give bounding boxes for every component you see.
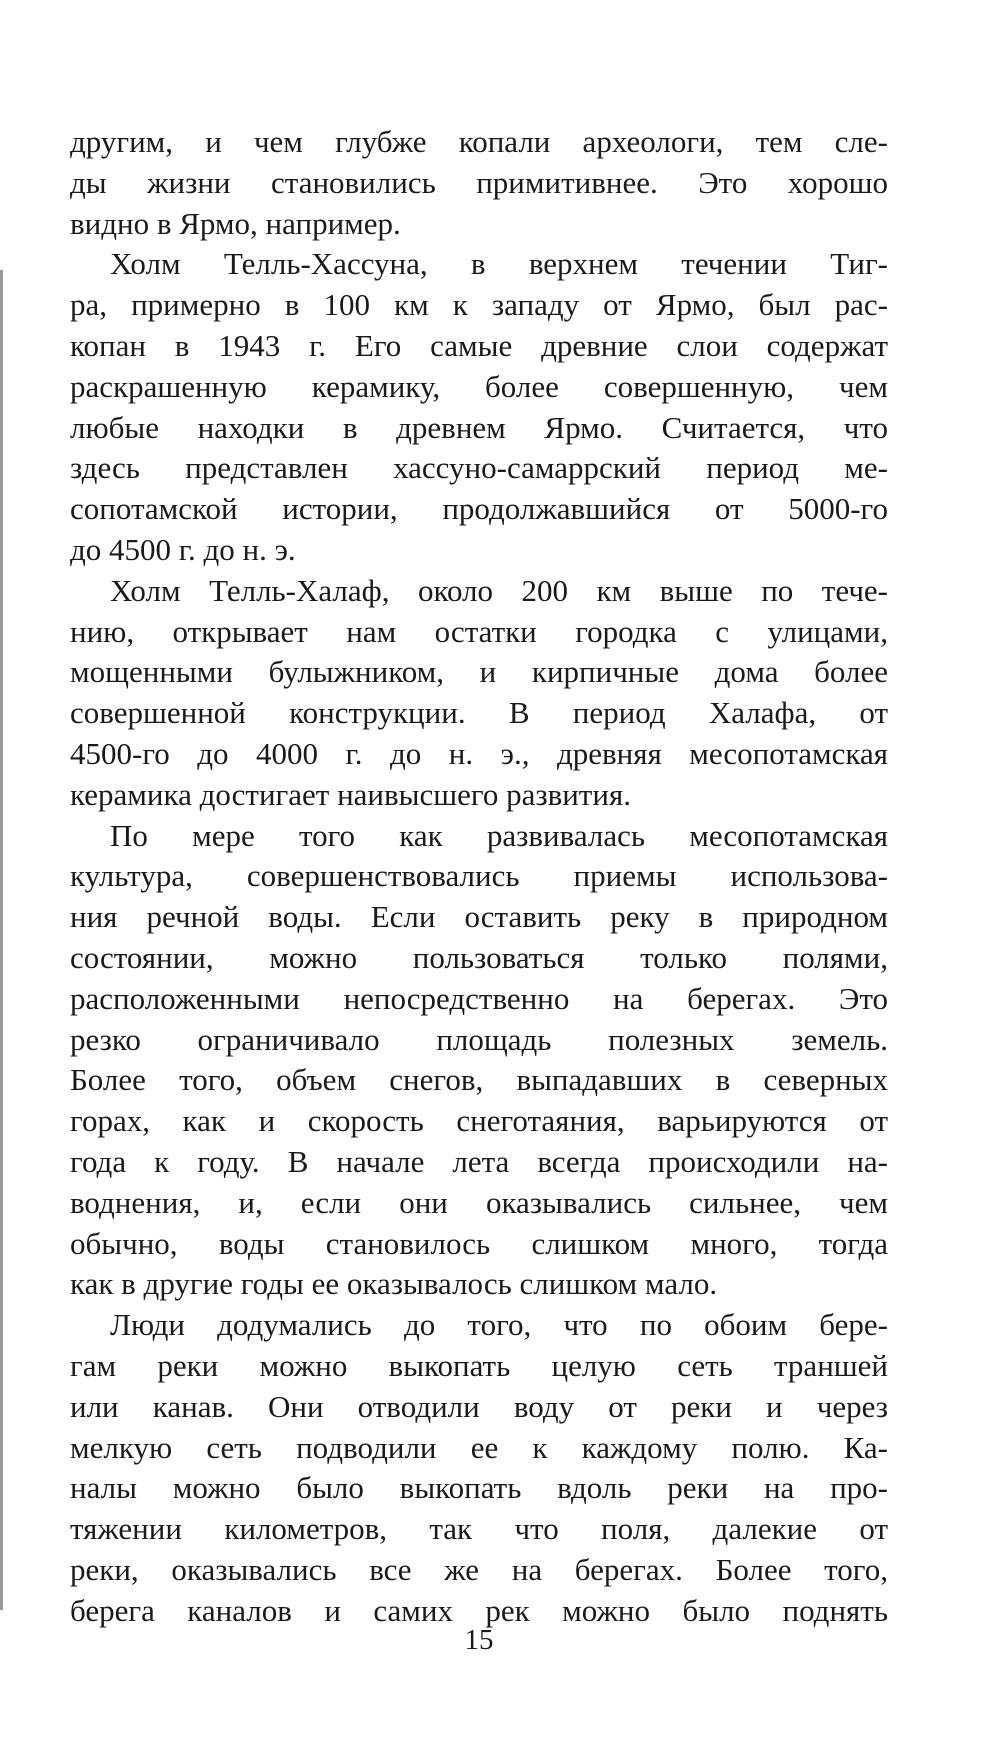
paragraph-2 <box>70 244 888 570</box>
text-line: сопотамской истории, продолжавшийся от 5000-го <box>70 491 888 527</box>
text-line: обычно, воды становилось слишком много, тогда <box>70 1225 888 1261</box>
text-line: резко ограничивало площадь полезных земель. <box>70 1021 888 1057</box>
text-line: реки, оказывались все же на берегах. Более того, <box>70 1551 888 1587</box>
text-line: берега каналов и самих рек можно было поднять <box>70 1592 888 1628</box>
text-line: гам реки можно выкопать целую сеть траншей <box>70 1347 888 1383</box>
text-line: тяжении километров, так что поля, далекие от <box>70 1511 888 1547</box>
text-line: 4500-го до 4000 г. до н. э., древняя месопотамская <box>70 735 888 771</box>
text-line: нию, открывает нам остатки городка с улицами, <box>70 613 888 649</box>
text-line: ния речной воды. Если оставить реку в природном <box>70 899 888 935</box>
page-body-text <box>70 122 888 1631</box>
text-line: расположенными непосредственно на берегах. Это <box>70 980 888 1016</box>
text-line: налы можно было выкопать вдоль реки на про- <box>70 1470 888 1506</box>
text-line: как в другие годы ее оказывалось слишком мало. <box>70 1266 718 1302</box>
text-line: или канав. Они отводили воду от реки и через <box>70 1388 888 1424</box>
paragraph-1 <box>70 122 888 244</box>
text-line: Более того, объем снегов, выпадавших в северных <box>70 1062 888 1098</box>
text-line: раскрашенную керамику, более совершенную, чем <box>70 368 888 404</box>
text-line: другим, и чем глубже копали археологи, тем сле- <box>70 124 888 159</box>
text-line: ра, примерно в 100 км к западу от Ярмо, был рас- <box>70 287 888 323</box>
text-line: Холм Телль-Хассуна, в верхнем течении Тиг- <box>110 246 888 282</box>
text-line: Люди додумались до того, что по обоим бере- <box>110 1307 888 1343</box>
text-line: По мере того как развивалась месопотамская <box>110 817 888 853</box>
text-line: ды жизни становились примитивнее. Это хорошо <box>70 164 888 200</box>
paragraph-5 <box>70 1305 888 1631</box>
text-line: состоянии, можно пользоваться только полями, <box>70 939 888 975</box>
text-line: копан в 1943 г. Его самые древние слои содержат <box>70 327 888 363</box>
text-line: Холм Телль-Халаф, около 200 км выше по тече- <box>110 572 888 608</box>
text-line: воднения, и, если они оказывались сильнее, чем <box>70 1184 888 1220</box>
text-line: здесь представлен хассуно-самаррский период ме- <box>70 450 888 486</box>
text-line: мелкую сеть подводили ее к каждому полю. Ка- <box>70 1429 888 1465</box>
text-line: любые находки в древнем Ярмо. Считается, что <box>70 409 888 445</box>
text-line: мощенными булыжником, и кирпичные дома более <box>70 654 888 690</box>
text-line: культура, совершенствовались приемы использова- <box>70 858 888 894</box>
page-number: 15 <box>464 1624 494 1656</box>
text-line: видно в Ярмо, например. <box>70 205 401 241</box>
scan-edge-shadow <box>0 270 3 1610</box>
paragraph-4 <box>70 816 888 1306</box>
text-line: до 4500 г. до н. э. <box>70 531 296 567</box>
text-line: керамика достигает наивысшего развития. <box>70 776 631 812</box>
text-line: совершенной конструкции. В период Халафа, от <box>70 695 888 731</box>
paragraph-3 <box>70 571 888 816</box>
text-line: горах, как и скорость снеготаяния, варьируются от <box>70 1103 888 1139</box>
text-line: года к году. В начале лета всегда происходили на- <box>70 1143 888 1179</box>
